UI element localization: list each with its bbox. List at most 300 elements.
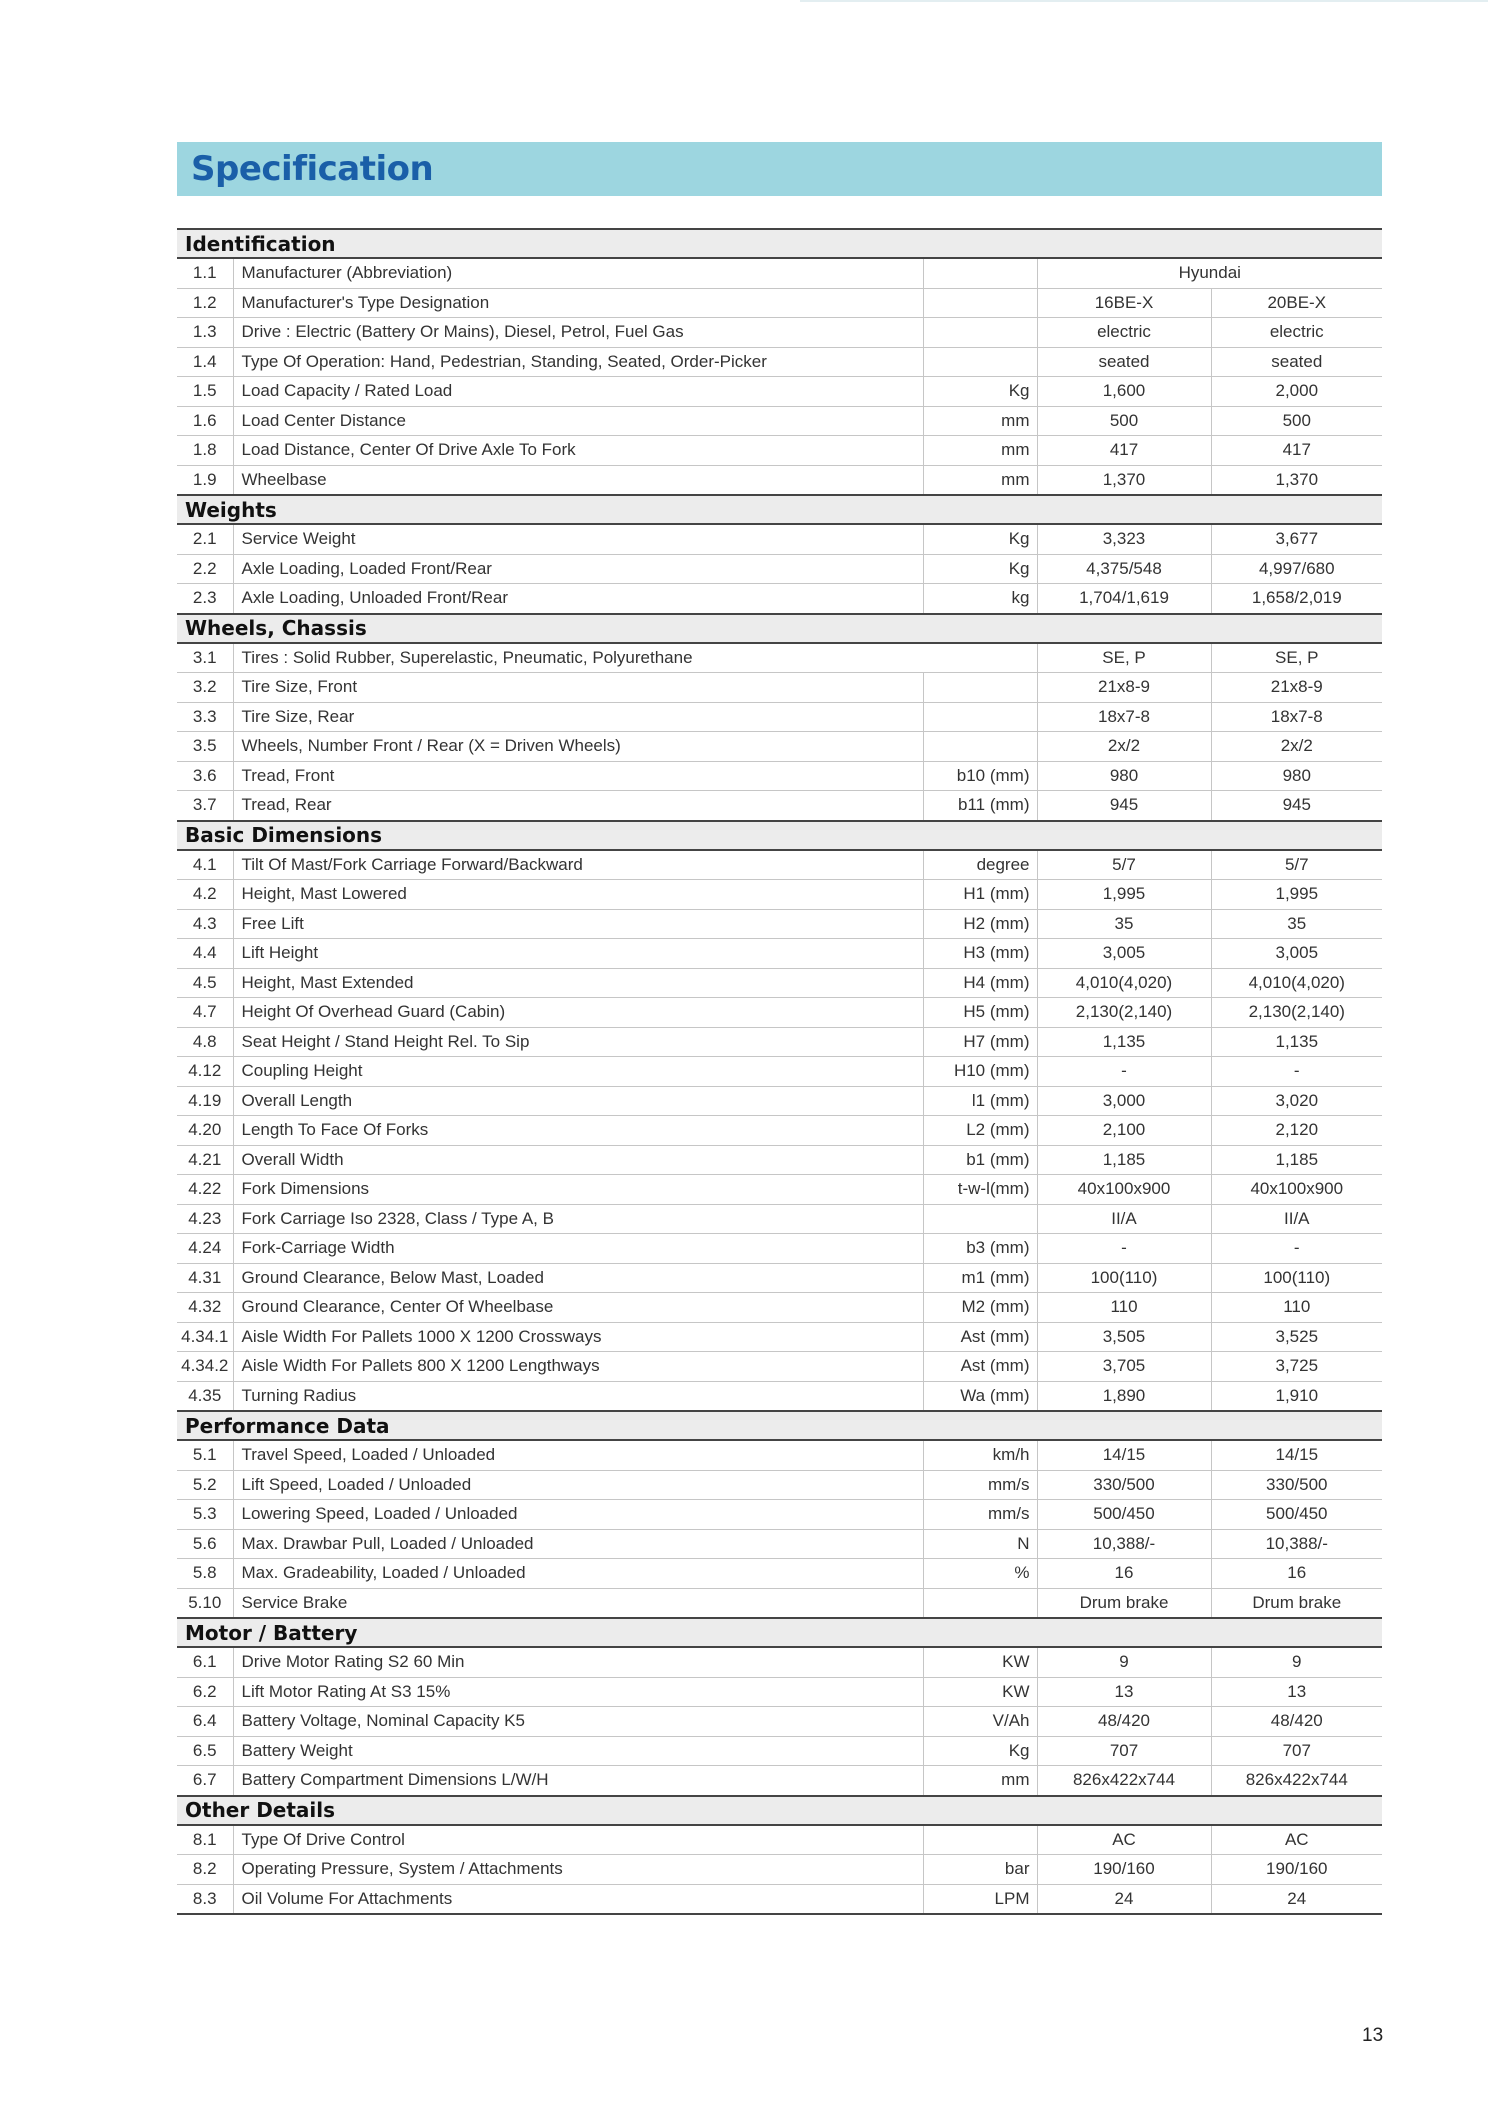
model-20be-x-value-cell: 980 <box>1211 761 1382 791</box>
item-description-cell: Fork-Carriage Width <box>233 1234 923 1264</box>
model-16be-x-value-cell: 3,705 <box>1037 1352 1211 1382</box>
item-unit-cell <box>923 732 1037 762</box>
item-number-cell: 4.2 <box>177 880 233 910</box>
item-unit-cell: Wa (mm) <box>923 1381 1037 1411</box>
item-unit-cell: H2 (mm) <box>923 909 1037 939</box>
model-20be-x-value-cell: 2,120 <box>1211 1116 1382 1146</box>
item-number-cell: 8.1 <box>177 1825 233 1855</box>
model-16be-x-value-cell: 190/160 <box>1037 1855 1211 1885</box>
item-description-cell: Height Of Overhead Guard (Cabin) <box>233 998 923 1028</box>
model-20be-x-value-cell: 945 <box>1211 791 1382 821</box>
item-description-cell: Wheels, Number Front / Rear (X = Driven Wheels) <box>233 732 923 762</box>
table-row <box>177 377 1382 407</box>
item-description-cell: Axle Loading, Loaded Front/Rear <box>233 554 923 584</box>
item-description-cell: Service Brake <box>233 1588 923 1618</box>
item-number-cell: 6.7 <box>177 1766 233 1796</box>
item-description-cell: Lowering Speed, Loaded / Unloaded <box>233 1500 923 1530</box>
item-description-cell: Lift Motor Rating At S3 15% <box>233 1677 923 1707</box>
section-header-row <box>177 229 1382 258</box>
table-row <box>177 1440 1382 1470</box>
item-number-cell: 4.24 <box>177 1234 233 1264</box>
model-16be-x-value-cell: 417 <box>1037 436 1211 466</box>
item-description-cell: Fork Dimensions <box>233 1175 923 1205</box>
model-16be-x-value-cell: 500/450 <box>1037 1500 1211 1530</box>
item-number-cell: 2.3 <box>177 584 233 614</box>
model-16be-x-value-cell: 1,370 <box>1037 465 1211 495</box>
item-description-cell: Turning Radius <box>233 1381 923 1411</box>
item-unit-cell <box>923 318 1037 348</box>
section-header-row <box>177 614 1382 643</box>
section-header-row <box>177 495 1382 524</box>
table-row <box>177 1234 1382 1264</box>
table-row <box>177 673 1382 703</box>
item-unit-cell: H4 (mm) <box>923 968 1037 998</box>
model-20be-x-value-cell: II/A <box>1211 1204 1382 1234</box>
item-number-cell: 4.34.1 <box>177 1322 233 1352</box>
item-number-cell: 4.35 <box>177 1381 233 1411</box>
model-16be-x-value-cell: II/A <box>1037 1204 1211 1234</box>
model-16be-x-value-cell: 2,100 <box>1037 1116 1211 1146</box>
section-title: Basic Dimensions <box>177 821 1382 850</box>
model-16be-x-value-cell: 16 <box>1037 1559 1211 1589</box>
section-title: Identification <box>177 229 1382 258</box>
table-row <box>177 1647 1382 1677</box>
item-number-cell: 2.2 <box>177 554 233 584</box>
item-number-cell: 6.5 <box>177 1736 233 1766</box>
item-number-cell: 3.3 <box>177 702 233 732</box>
table-row <box>177 761 1382 791</box>
item-unit-cell: l1 (mm) <box>923 1086 1037 1116</box>
item-unit-cell <box>923 347 1037 377</box>
model-16be-x-value-cell: 18x7-8 <box>1037 702 1211 732</box>
model-16be-x-value-cell: 4,010(4,020) <box>1037 968 1211 998</box>
model-20be-x-value-cell: 9 <box>1211 1647 1382 1677</box>
table-row <box>177 643 1382 673</box>
table-row <box>177 1293 1382 1323</box>
item-unit-cell: H10 (mm) <box>923 1057 1037 1087</box>
model-20be-x-value-cell: 1,370 <box>1211 465 1382 495</box>
table-row <box>177 1381 1382 1411</box>
model-20be-x-value-cell: 330/500 <box>1211 1470 1382 1500</box>
model-20be-x-value-cell: 4,997/680 <box>1211 554 1382 584</box>
model-16be-x-value-cell: 3,005 <box>1037 939 1211 969</box>
table-row <box>177 347 1382 377</box>
table-row <box>177 1766 1382 1796</box>
table-row <box>177 1470 1382 1500</box>
model-16be-x-value-cell: 21x8-9 <box>1037 673 1211 703</box>
model-16be-x-value-cell: 2,130(2,140) <box>1037 998 1211 1028</box>
item-description-cell: Tread, Rear <box>233 791 923 821</box>
item-description-cell: Axle Loading, Unloaded Front/Rear <box>233 584 923 614</box>
item-description-cell: Tires : Solid Rubber, Superelastic, Pneumatic, Polyurethane <box>233 643 1037 673</box>
model-16be-x-value-cell: 35 <box>1037 909 1211 939</box>
model-16be-x-value-cell: 1,704/1,619 <box>1037 584 1211 614</box>
model-20be-x-value-cell: 1,135 <box>1211 1027 1382 1057</box>
model-20be-x-value-cell: 3,677 <box>1211 524 1382 554</box>
model-20be-x-value-cell: 4,010(4,020) <box>1211 968 1382 998</box>
table-row <box>177 1086 1382 1116</box>
item-unit-cell: b3 (mm) <box>923 1234 1037 1264</box>
model-20be-x-value-cell: AC <box>1211 1825 1382 1855</box>
model-16be-x-value-cell: 24 <box>1037 1884 1211 1914</box>
section-title: Wheels, Chassis <box>177 614 1382 643</box>
model-20be-x-value-cell: 18x7-8 <box>1211 702 1382 732</box>
item-unit-cell <box>923 702 1037 732</box>
model-20be-x-value-cell: 3,725 <box>1211 1352 1382 1382</box>
item-unit-cell: kg <box>923 584 1037 614</box>
item-unit-cell: N <box>923 1529 1037 1559</box>
model-20be-x-value-cell: Drum brake <box>1211 1588 1382 1618</box>
item-description-cell: Height, Mast Extended <box>233 968 923 998</box>
table-row <box>177 1825 1382 1855</box>
model-16be-x-value-cell: SE, P <box>1037 643 1211 673</box>
table-row <box>177 1884 1382 1914</box>
item-unit-cell: t-w-l(mm) <box>923 1175 1037 1205</box>
item-unit-cell: b11 (mm) <box>923 791 1037 821</box>
table-row <box>177 436 1382 466</box>
model-16be-x-value-cell: 1,135 <box>1037 1027 1211 1057</box>
model-16be-x-value-cell: 110 <box>1037 1293 1211 1323</box>
model-20be-x-value-cell: 48/420 <box>1211 1707 1382 1737</box>
table-row <box>177 732 1382 762</box>
specification-table <box>177 228 1382 1915</box>
item-number-cell: 1.9 <box>177 465 233 495</box>
model-20be-x-value-cell: seated <box>1211 347 1382 377</box>
model-20be-x-value-cell: 3,005 <box>1211 939 1382 969</box>
model-20be-x-value-cell: 826x422x744 <box>1211 1766 1382 1796</box>
table-row <box>177 850 1382 880</box>
item-description-cell: Aisle Width For Pallets 800 X 1200 Lengthways <box>233 1352 923 1382</box>
model-20be-x-value-cell: 2,000 <box>1211 377 1382 407</box>
item-unit-cell: degree <box>923 850 1037 880</box>
item-unit-cell: mm <box>923 465 1037 495</box>
item-description-cell: Travel Speed, Loaded / Unloaded <box>233 1440 923 1470</box>
model-20be-x-value-cell: 1,185 <box>1211 1145 1382 1175</box>
item-description-cell: Coupling Height <box>233 1057 923 1087</box>
model-20be-x-value-cell: 14/15 <box>1211 1440 1382 1470</box>
item-unit-cell: bar <box>923 1855 1037 1885</box>
model-16be-x-value-cell: 14/15 <box>1037 1440 1211 1470</box>
section-title: Performance Data <box>177 1411 1382 1440</box>
item-unit-cell: V/Ah <box>923 1707 1037 1737</box>
item-description-cell: Fork Carriage Iso 2328, Class / Type A, B <box>233 1204 923 1234</box>
model-16be-x-value-cell: seated <box>1037 347 1211 377</box>
item-unit-cell: mm <box>923 406 1037 436</box>
model-16be-x-value-cell: 10,388/- <box>1037 1529 1211 1559</box>
model-16be-x-value-cell: 980 <box>1037 761 1211 791</box>
model-20be-x-value-cell: 3,525 <box>1211 1322 1382 1352</box>
item-number-cell: 2.1 <box>177 524 233 554</box>
item-number-cell: 4.5 <box>177 968 233 998</box>
item-number-cell: 4.21 <box>177 1145 233 1175</box>
model-16be-x-value-cell: 945 <box>1037 791 1211 821</box>
item-number-cell: 1.3 <box>177 318 233 348</box>
item-description-cell: Max. Drawbar Pull, Loaded / Unloaded <box>233 1529 923 1559</box>
item-description-cell: Oil Volume For Attachments <box>233 1884 923 1914</box>
table-row <box>177 1559 1382 1589</box>
model-16be-x-value-cell: 100(110) <box>1037 1263 1211 1293</box>
item-number-cell: 5.2 <box>177 1470 233 1500</box>
item-description-cell: Battery Weight <box>233 1736 923 1766</box>
page-number: 13 <box>1362 2025 1384 2046</box>
item-number-cell: 5.8 <box>177 1559 233 1589</box>
item-number-cell: 3.2 <box>177 673 233 703</box>
item-number-cell: 1.5 <box>177 377 233 407</box>
item-unit-cell: % <box>923 1559 1037 1589</box>
section-title: Motor / Battery <box>177 1618 1382 1647</box>
item-number-cell: 4.23 <box>177 1204 233 1234</box>
item-description-cell: Drive Motor Rating S2 60 Min <box>233 1647 923 1677</box>
item-unit-cell: H1 (mm) <box>923 880 1037 910</box>
item-number-cell: 5.10 <box>177 1588 233 1618</box>
table-row <box>177 1027 1382 1057</box>
model-16be-x-value-cell: 3,000 <box>1037 1086 1211 1116</box>
model-16be-x-value-cell: 707 <box>1037 1736 1211 1766</box>
model-20be-x-value-cell: - <box>1211 1234 1382 1264</box>
model-16be-x-value-cell: 3,323 <box>1037 524 1211 554</box>
model-20be-x-value-cell: 35 <box>1211 909 1382 939</box>
item-description-cell: Length To Face Of Forks <box>233 1116 923 1146</box>
item-description-cell: Lift Speed, Loaded / Unloaded <box>233 1470 923 1500</box>
item-unit-cell: km/h <box>923 1440 1037 1470</box>
item-number-cell: 4.22 <box>177 1175 233 1205</box>
section-header-row <box>177 1796 1382 1825</box>
item-unit-cell <box>923 288 1037 318</box>
item-number-cell: 4.31 <box>177 1263 233 1293</box>
model-20be-x-value-cell: 13 <box>1211 1677 1382 1707</box>
section-header-row <box>177 821 1382 850</box>
item-description-cell: Overall Width <box>233 1145 923 1175</box>
section-header-row <box>177 1411 1382 1440</box>
model-20be-x-value-cell: 21x8-9 <box>1211 673 1382 703</box>
table-row <box>177 524 1382 554</box>
table-row <box>177 258 1382 288</box>
model-16be-x-value-cell: 826x422x744 <box>1037 1766 1211 1796</box>
item-unit-cell <box>923 673 1037 703</box>
model-16be-x-value-cell: electric <box>1037 318 1211 348</box>
table-row <box>177 1116 1382 1146</box>
section-title: Other Details <box>177 1796 1382 1825</box>
model-20be-x-value-cell: 2x/2 <box>1211 732 1382 762</box>
item-number-cell: 3.7 <box>177 791 233 821</box>
model-20be-x-value-cell: 16 <box>1211 1559 1382 1589</box>
model-16be-x-value-cell: 330/500 <box>1037 1470 1211 1500</box>
model-20be-x-value-cell: 707 <box>1211 1736 1382 1766</box>
table-row <box>177 584 1382 614</box>
item-description-cell: Type Of Operation: Hand, Pedestrian, Standing, Seated, Order-Picker <box>233 347 923 377</box>
model-20be-x-value-cell: 110 <box>1211 1293 1382 1323</box>
item-description-cell: Battery Voltage, Nominal Capacity K5 <box>233 1707 923 1737</box>
table-row <box>177 791 1382 821</box>
table-row <box>177 1529 1382 1559</box>
item-unit-cell: mm <box>923 436 1037 466</box>
model-20be-x-value-cell: 417 <box>1211 436 1382 466</box>
model-16be-x-value-cell: 4,375/548 <box>1037 554 1211 584</box>
item-number-cell: 1.2 <box>177 288 233 318</box>
model-20be-x-value-cell: 20BE-X <box>1211 288 1382 318</box>
item-unit-cell <box>923 1204 1037 1234</box>
table-row <box>177 1057 1382 1087</box>
item-unit-cell: H3 (mm) <box>923 939 1037 969</box>
model-16be-x-value-cell: 1,890 <box>1037 1381 1211 1411</box>
item-number-cell: 3.6 <box>177 761 233 791</box>
model-20be-x-value-cell: - <box>1211 1057 1382 1087</box>
item-unit-cell: H5 (mm) <box>923 998 1037 1028</box>
item-unit-cell: KW <box>923 1677 1037 1707</box>
model-16be-x-value-cell: 13 <box>1037 1677 1211 1707</box>
item-number-cell: 5.1 <box>177 1440 233 1470</box>
table-row <box>177 939 1382 969</box>
item-description-cell: Lift Height <box>233 939 923 969</box>
model-16be-x-value-cell: 40x100x900 <box>1037 1175 1211 1205</box>
table-row <box>177 1263 1382 1293</box>
item-number-cell: 4.34.2 <box>177 1352 233 1382</box>
model-16be-x-value-cell: 5/7 <box>1037 850 1211 880</box>
table-row <box>177 1500 1382 1530</box>
item-description-cell: Drive : Electric (Battery Or Mains), Diesel, Petrol, Fuel Gas <box>233 318 923 348</box>
table-row <box>177 1707 1382 1737</box>
model-20be-x-value-cell: 5/7 <box>1211 850 1382 880</box>
table-row <box>177 465 1382 495</box>
table-row <box>177 1855 1382 1885</box>
item-description-cell: Battery Compartment Dimensions L/W/H <box>233 1766 923 1796</box>
table-row <box>177 406 1382 436</box>
item-unit-cell: Ast (mm) <box>923 1352 1037 1382</box>
item-description-cell: Wheelbase <box>233 465 923 495</box>
model-20be-x-value-cell: 3,020 <box>1211 1086 1382 1116</box>
item-description-cell: Service Weight <box>233 524 923 554</box>
item-description-cell: Manufacturer (Abbreviation) <box>233 258 923 288</box>
item-unit-cell: Kg <box>923 1736 1037 1766</box>
item-unit-cell: mm/s <box>923 1500 1037 1530</box>
model-16be-x-value-cell: Drum brake <box>1037 1588 1211 1618</box>
model-20be-x-value-cell: 24 <box>1211 1884 1382 1914</box>
item-number-cell: 4.32 <box>177 1293 233 1323</box>
model-20be-x-value-cell: 100(110) <box>1211 1263 1382 1293</box>
item-number-cell: 4.20 <box>177 1116 233 1146</box>
model-16be-x-value-cell: 9 <box>1037 1647 1211 1677</box>
item-number-cell: 6.2 <box>177 1677 233 1707</box>
table-row <box>177 1322 1382 1352</box>
model-16be-x-value-cell: - <box>1037 1057 1211 1087</box>
table-row <box>177 1145 1382 1175</box>
item-unit-cell: b1 (mm) <box>923 1145 1037 1175</box>
table-row <box>177 1352 1382 1382</box>
item-description-cell: Tread, Front <box>233 761 923 791</box>
model-20be-x-value-cell: 1,658/2,019 <box>1211 584 1382 614</box>
model-20be-x-value-cell: 500 <box>1211 406 1382 436</box>
model-20be-x-value-cell: 1,910 <box>1211 1381 1382 1411</box>
table-row <box>177 909 1382 939</box>
item-unit-cell: L2 (mm) <box>923 1116 1037 1146</box>
model-20be-x-value-cell: electric <box>1211 318 1382 348</box>
item-unit-cell: KW <box>923 1647 1037 1677</box>
model-16be-x-value-cell: 3,505 <box>1037 1322 1211 1352</box>
item-description-cell: Manufacturer's Type Designation <box>233 288 923 318</box>
section-title: Weights <box>177 495 1382 524</box>
model-16be-x-value-cell: 1,600 <box>1037 377 1211 407</box>
model-20be-x-value-cell: 40x100x900 <box>1211 1175 1382 1205</box>
page-title: Specification <box>191 149 434 189</box>
item-number-cell: 1.4 <box>177 347 233 377</box>
item-number-cell: 6.4 <box>177 1707 233 1737</box>
item-unit-cell: M2 (mm) <box>923 1293 1037 1323</box>
item-description-cell: Tire Size, Rear <box>233 702 923 732</box>
model-20be-x-value-cell: 1,995 <box>1211 880 1382 910</box>
item-number-cell: 4.12 <box>177 1057 233 1087</box>
item-description-cell: Ground Clearance, Center Of Wheelbase <box>233 1293 923 1323</box>
item-description-cell: Tire Size, Front <box>233 673 923 703</box>
item-description-cell: Ground Clearance, Below Mast, Loaded <box>233 1263 923 1293</box>
model-20be-x-value-cell: 10,388/- <box>1211 1529 1382 1559</box>
item-number-cell: 4.1 <box>177 850 233 880</box>
table-row <box>177 288 1382 318</box>
item-unit-cell: mm/s <box>923 1470 1037 1500</box>
item-number-cell: 1.8 <box>177 436 233 466</box>
item-unit-cell: mm <box>923 1766 1037 1796</box>
table-row <box>177 1204 1382 1234</box>
item-description-cell: Load Capacity / Rated Load <box>233 377 923 407</box>
table-row <box>177 318 1382 348</box>
model-16be-x-value-cell: AC <box>1037 1825 1211 1855</box>
item-unit-cell <box>923 258 1037 288</box>
item-number-cell: 4.8 <box>177 1027 233 1057</box>
table-row <box>177 1736 1382 1766</box>
model-16be-x-value-cell: 48/420 <box>1037 1707 1211 1737</box>
item-number-cell: 8.3 <box>177 1884 233 1914</box>
item-description-cell: Overall Length <box>233 1086 923 1116</box>
item-unit-cell <box>923 1825 1037 1855</box>
item-number-cell: 5.3 <box>177 1500 233 1530</box>
specification-table-body <box>177 229 1382 1914</box>
table-row <box>177 702 1382 732</box>
item-unit-cell <box>923 1588 1037 1618</box>
item-unit-cell: Ast (mm) <box>923 1322 1037 1352</box>
item-description-cell: Operating Pressure, System / Attachments <box>233 1855 923 1885</box>
section-header-row <box>177 1618 1382 1647</box>
item-description-cell: Load Distance, Center Of Drive Axle To Fork <box>233 436 923 466</box>
item-description-cell: Height, Mast Lowered <box>233 880 923 910</box>
item-unit-cell: Kg <box>923 377 1037 407</box>
model-20be-x-value-cell: 500/450 <box>1211 1500 1382 1530</box>
item-number-cell: 1.6 <box>177 406 233 436</box>
table-row <box>177 880 1382 910</box>
item-unit-cell: H7 (mm) <box>923 1027 1037 1057</box>
item-description-cell: Load Center Distance <box>233 406 923 436</box>
model-16be-x-value-cell: 16BE-X <box>1037 288 1211 318</box>
item-number-cell: 3.5 <box>177 732 233 762</box>
item-number-cell: 4.19 <box>177 1086 233 1116</box>
item-description-cell: Type Of Drive Control <box>233 1825 923 1855</box>
model-16be-x-value-cell: 1,185 <box>1037 1145 1211 1175</box>
item-description-cell: Max. Gradeability, Loaded / Unloaded <box>233 1559 923 1589</box>
table-row <box>177 1677 1382 1707</box>
item-description-cell: Seat Height / Stand Height Rel. To Sip <box>233 1027 923 1057</box>
item-number-cell: 5.6 <box>177 1529 233 1559</box>
item-number-cell: 3.1 <box>177 643 233 673</box>
item-description-cell: Free Lift <box>233 909 923 939</box>
top-edge-line <box>800 0 1488 2</box>
table-row <box>177 554 1382 584</box>
model-20be-x-value-cell: 2,130(2,140) <box>1211 998 1382 1028</box>
item-unit-cell: Kg <box>923 554 1037 584</box>
table-row <box>177 998 1382 1028</box>
table-row <box>177 1175 1382 1205</box>
model-16be-x-value-cell: 2x/2 <box>1037 732 1211 762</box>
model-16be-x-value-cell: - <box>1037 1234 1211 1264</box>
item-number-cell: 4.7 <box>177 998 233 1028</box>
manufacturer-value-cell: Hyundai <box>1037 258 1382 288</box>
